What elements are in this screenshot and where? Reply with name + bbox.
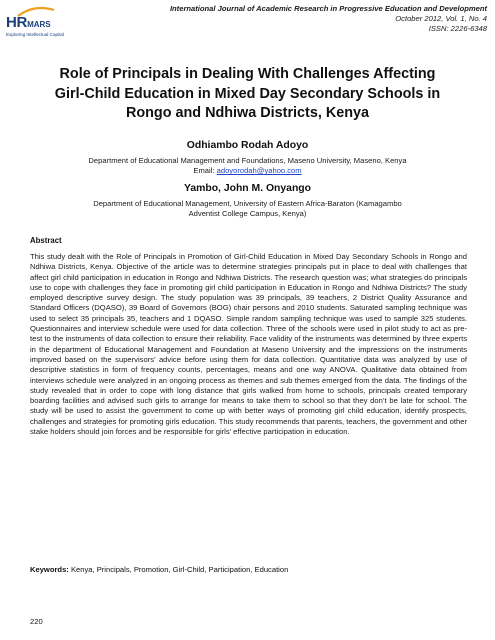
abstract-heading: Abstract <box>30 236 62 245</box>
journal-title: International Journal of Academic Research in Progressive Education and Development <box>169 4 487 13</box>
journal-header <box>170 4 487 35</box>
journal-issn: ISSN: 2226-6348 <box>428 24 487 34</box>
keywords-label: Keywords: <box>30 565 69 574</box>
author-1-affiliation: Department of Educational Management and Foundations, Maseno University, Maseno, Kenya Email: adoyorodah@yahoo.com <box>88 156 407 176</box>
author-2-affiliation: Department of Educational Management, University of Eastern Africa-Baraton (Kamagambo Adventist College Campus, Kenya) <box>93 199 402 219</box>
keywords-list: Kenya, Principals, Promotion, Girl-Child, Participation, Education <box>70 565 289 574</box>
paper-title: Role of Principals in Dealing With Challenges Affecting Girl-Child Education in Mixed Day Secondary Schools in Rongo and Ndhiwa Districts, Kenya <box>54 66 441 121</box>
hrmars-logo <box>6 6 88 40</box>
author-1-name: Odhiambo Rodah Adoyo <box>186 140 309 151</box>
abstract-body: This study dealt with the Role of Principals in Promotion of Girl-Child Education in Mixed Day Secondary Schools in Rongo and Ndhiwa Districts, Kenya. Objective of the article was to determine strategies principals put in place to deal with challenges that affect girl child participation in education in Rongo and Ndhiwa Districts. The research question was; what strategies do principals use to cope with challenges they face in promoting girl child participation in Education in Rongo and Ndhiwa Districts? The study employed descriptive survey design. The study population was 39 principals, 39 teachers, 2 District Quality Assurance and Standard Officers (DQASO), 39 Board of Governors (BOG) chair persons and 2010 students. Saturated sampling technique was used to select 35 principals 35, teachers and 1 DQASO. Simple random sampling technique was used to sample 325 students. Questionnaires and interview schedule were used for data collection. Three of the schools were used in pilot study to act as pre-test to the instruments of data collection to ensure their reliability. Face validity of the instruments was determined by three experts in the department of Educational Management and Foundation at Maseno University and the impressions on the instruments improved based on the supervisors’ advice before using them for data collection. Quantitative data was analyzed by use of descriptive statistics in form of frequency counts, percentages, means and one way ANOVA. Qualitative data obtained from interviews schedule were analyzed in an ongoing process as themes and sub themes emerged from the data. The findings of the study revealed that in order to cope with long distance that girls walked from home to schools, principals created temporary boarding facilities and advised such girls to arrange for means to take them to school so that they don’t be late for school. The study will be used to assist the government to come up with better ways of promoting girl child education, identify prospects, challenges and strategies for promoting girls education. This study recommends that parents, teachers, the government and other stake holders should join forces and be responsible for girls’ effective participation in education. <box>30 252 467 437</box>
logo-text: HRMARS <box>6 14 51 31</box>
author-2-name: Yambo, John M. Onyango <box>183 183 311 194</box>
keywords <box>30 565 467 574</box>
journal-issue: October 2012, Vol. 1, No. 4 <box>395 14 487 24</box>
logo-tagline: Exploring Intellectual Capital <box>6 32 64 37</box>
author-1-email-link[interactable]: adoyorodah@yahoo.com <box>216 166 302 176</box>
page-number: 220 <box>30 617 43 626</box>
